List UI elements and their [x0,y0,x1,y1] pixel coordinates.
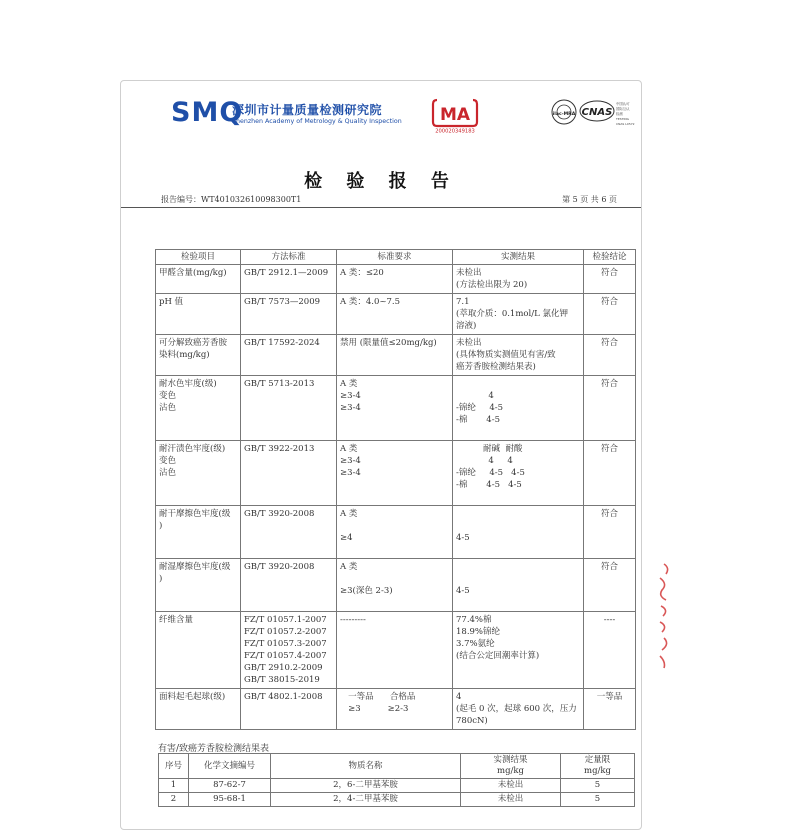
cma-mark-icon [431,96,479,134]
sub-table-header-row [159,754,635,779]
svg-text:MA: MA [439,105,471,125]
table-row [159,793,635,807]
cell-result: 4-5 [453,506,584,559]
col-header-item: 检验项目 [156,250,241,265]
cell-result: 耐碱 耐酸 4 4 -锦纶 4-5 4-5 -棉 4-5 4-5 [453,441,584,506]
svg-text:CNAS: CNAS [581,107,613,118]
cell-item: 耐湿摩擦色牢度(级 ) [156,559,241,612]
table-header-row [156,250,636,265]
cell-conclusion: 符合 [584,335,636,376]
page-indicator: 第 5 页 共 6 页 [562,195,617,204]
aromatic-amine-table [158,753,635,807]
table-row [156,335,636,376]
report-number: 报告编号：WT401032610098300T1 [161,195,302,204]
cell-requirement: 一等品 合格品 ≥3 ≥2-3 [337,689,453,730]
cell-method: GB/T 2912.1—2009 [241,265,337,294]
cell-requirement: A 类：≤20 [337,265,453,294]
cell-requirement: --------- [337,612,453,689]
cell-conclusion: 符合 [584,376,636,441]
cell-method: GB/T 5713-2013 [241,376,337,441]
cell-item: 耐干摩擦色牢度(级 ) [156,506,241,559]
cell-conclusion: 符合 [584,441,636,506]
amine-table-caption: 有害/致癌芳香胺检测结果表 [158,744,270,754]
cell-conclusion: 一等品 [584,689,636,730]
svg-text:ilac-MRA: ilac-MRA [552,112,576,117]
svg-text:中国认可: 中国认可 [616,102,630,106]
table-row [156,376,636,441]
cell-requirement: A 类 ≥3-4 ≥3-4 [337,376,453,441]
cell-method: GB/T 17592-2024 [241,335,337,376]
table-row [156,612,636,689]
cell-requirement: A 类：4.0~7.5 [337,294,453,335]
cell-method: GB/T 7573—2009 [241,294,337,335]
svg-text:200020349183: 200020349183 [435,128,475,134]
cell-conclusion: 符合 [584,506,636,559]
table-row [159,779,635,793]
svg-text:检测: 检测 [616,112,623,116]
cell-item: 面料起毛起球(级) [156,689,241,730]
cell-conclusion: ---- [584,612,636,689]
cell-limit: 5 [561,779,635,793]
report-title: 检 验 报 告 [304,171,458,192]
cell-cas: 95-68-1 [189,793,271,807]
col-header-seq: 序号 [159,754,189,779]
col-header-substance: 物质名称 [271,754,461,779]
cell-result: 4 (起毛 0 次，起球 600 次，压力 780cN) [453,689,584,730]
cell-result: 未检出 (具体物质实测值见有害/致 癌芳香胺检测结果表) [453,335,584,376]
cell-item: 甲醛含量(mg/kg) [156,265,241,294]
table-row [156,265,636,294]
cell-conclusion: 符合 [584,559,636,612]
org-name-en: Shenzhen Academy of Metrology & Quality Inspection [232,118,402,125]
table-row [156,559,636,612]
cell-requirement: A 类 ≥3-4 ≥3-4 [337,441,453,506]
letterhead [121,93,641,143]
cell-requirement: 禁用 (限量值≤20mg/kg) [337,335,453,376]
cell-cas: 87-62-7 [189,779,271,793]
cell-result: 4 -锦纶 4-5 -棉 4-5 [453,376,584,441]
cell-item: pH 值 [156,294,241,335]
ilac-cnas-mark-icon [549,97,635,131]
cell-method: FZ/T 01057.1-2007 FZ/T 01057.2-2007 FZ/T 01057.3-2007 FZ/T 01057.4-2007 GB/T 2910.2-2009 GB/T 38015-2019 [241,612,337,689]
cell-substance: 2，6-二甲基苯胺 [271,779,461,793]
cell-requirement: A 类 ≥3(深色 2-3) [337,559,453,612]
cell-seq: 2 [159,793,189,807]
header-divider [121,207,641,208]
svg-text:TESTING: TESTING [616,117,629,121]
col-header-conclusion: 检验结论 [584,250,636,265]
cell-result: 7.1 (萃取介质：0.1mol/L 氯化钾 溶液) [453,294,584,335]
col-header-measured: 实测结果 mg/kg [461,754,561,779]
cell-conclusion: 符合 [584,265,636,294]
cell-item: 耐水色牢度(级) 变色 沾色 [156,376,241,441]
table-row [156,506,636,559]
cell-requirement: A 类 ≥4 [337,506,453,559]
cell-item: 耐汗渍色牢度(级) 变色 沾色 [156,441,241,506]
seal-stamp-icon [650,560,676,670]
org-name-cn: 深圳市计量质量检测研究院 [232,103,383,117]
table-row [156,441,636,506]
cell-result: 4-5 [453,559,584,612]
col-header-result: 实测结果 [453,250,584,265]
smq-logo: SMQ [171,97,244,128]
test-results-table [155,249,636,730]
cell-method: GB/T 3920-2008 [241,506,337,559]
cell-item: 纤维含量 [156,612,241,689]
col-header-method: 方法标准 [241,250,337,265]
cell-measured: 未检出 [461,793,561,807]
cell-item: 可分解致癌芳香胺 染料(mg/kg) [156,335,241,376]
table-row [156,294,636,335]
cell-method: GB/T 3922-2013 [241,441,337,506]
cell-substance: 2，4-二甲基苯胺 [271,793,461,807]
col-header-cas: 化学文摘编号 [189,754,271,779]
cell-result: 未检出 (方法检出限为 20) [453,265,584,294]
svg-text:国际互认: 国际互认 [616,107,630,111]
svg-text:CNAS L0572: CNAS L0572 [616,122,635,126]
cell-seq: 1 [159,779,189,793]
cell-method: GB/T 3920-2008 [241,559,337,612]
col-header-limit: 定量限 mg/kg [561,754,635,779]
cell-conclusion: 符合 [584,294,636,335]
cell-measured: 未检出 [461,779,561,793]
table-row [156,689,636,730]
col-header-requirement: 标准要求 [337,250,453,265]
cell-limit: 5 [561,793,635,807]
cell-method: GB/T 4802.1-2008 [241,689,337,730]
cell-result: 77.4%棉 18.9%锦纶 3.7%氨纶 (结合公定回潮率计算) [453,612,584,689]
